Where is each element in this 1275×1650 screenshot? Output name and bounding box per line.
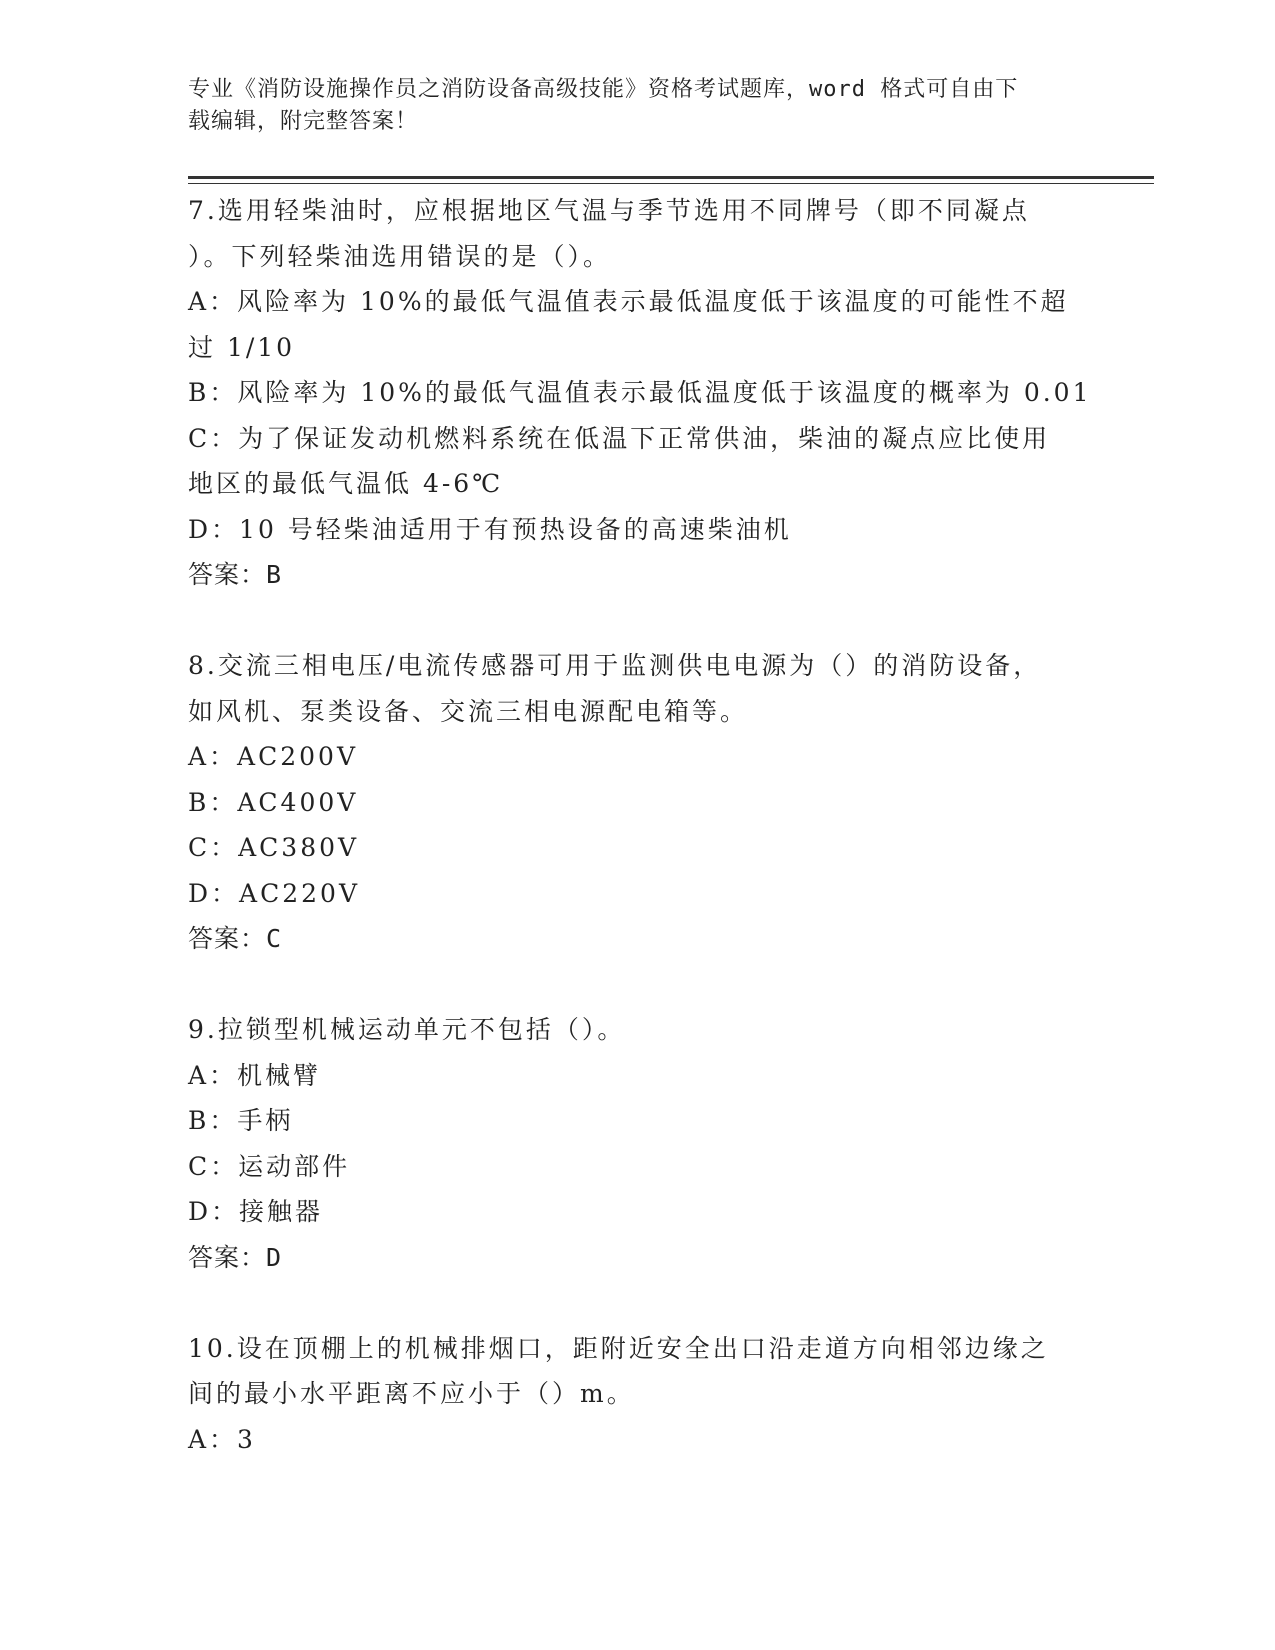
question-stem: 8.交流三相电压/电流传感器可用于监测供电电源为（）的消防设备，: [188, 651, 1042, 680]
option-c-continued: 地区的最低气温低 4-6℃: [188, 469, 504, 498]
header-divider-thick: [188, 176, 1154, 179]
option-d: D：接触器: [188, 1197, 324, 1226]
question-list: [188, 188, 1092, 1462]
question-10: [188, 1326, 1088, 1463]
option-a: A：3: [188, 1424, 256, 1454]
option-d: D：AC220V: [188, 878, 360, 908]
question-stem: 间的最小水平距离不应小于（）m。: [188, 1379, 635, 1408]
question-stem: 7.选用轻柴油时，应根据地区气温与季节选用不同牌号（即不同凝点: [188, 196, 1030, 225]
question-7: [188, 188, 1092, 598]
answer-label: 答案：D: [188, 1242, 283, 1272]
question-9: [188, 1007, 1088, 1280]
option-b: B：AC400V: [188, 787, 359, 817]
option-a: A：AC200V: [188, 742, 359, 771]
document-header: [188, 74, 1068, 138]
option-a: A：机械臂: [188, 1060, 322, 1090]
option-b: B：风险率为 10%的最低气温值表示最低温度低于该温度的概率为 0.01: [188, 378, 1092, 407]
question-stem: 9.拉锁型机械运动单元不包括（）。: [188, 1015, 626, 1044]
question-stem: ）。下列轻柴油选用错误的是（）。: [188, 241, 612, 271]
question-8: [188, 643, 1088, 962]
option-a-continued: 过 1/10: [188, 332, 296, 362]
option-b: B：手柄: [188, 1106, 294, 1135]
option-c: C：为了保证发动机燃料系统在低温下正常供油，柴油的凝点应比使用: [188, 423, 1051, 453]
answer-label: 答案：C: [188, 924, 283, 953]
header-line: 专业《消防设施操作员之消防设备高级技能》资格考试题库，word 格式可自由下: [188, 77, 1019, 102]
question-stem: 如风机、泵类设备、交流三相电源配电箱等。: [188, 696, 749, 726]
answer-label: 答案：B: [188, 560, 283, 589]
question-stem: 10.设在顶棚上的机械排烟口，距附近安全出口沿走道方向相邻边缘之: [188, 1333, 1049, 1363]
option-d: D：10 号轻柴油适用于有预热设备的高速柴油机: [188, 514, 792, 544]
option-c: C：运动部件: [188, 1151, 351, 1181]
header-divider-thin: [188, 183, 1154, 184]
option-c: C：AC380V: [188, 833, 360, 862]
header-line: 载编辑，附完整答案！: [188, 109, 419, 134]
option-a: A：风险率为 10%的最低气温值表示最低温度低于该温度的可能性不超: [188, 287, 1069, 316]
